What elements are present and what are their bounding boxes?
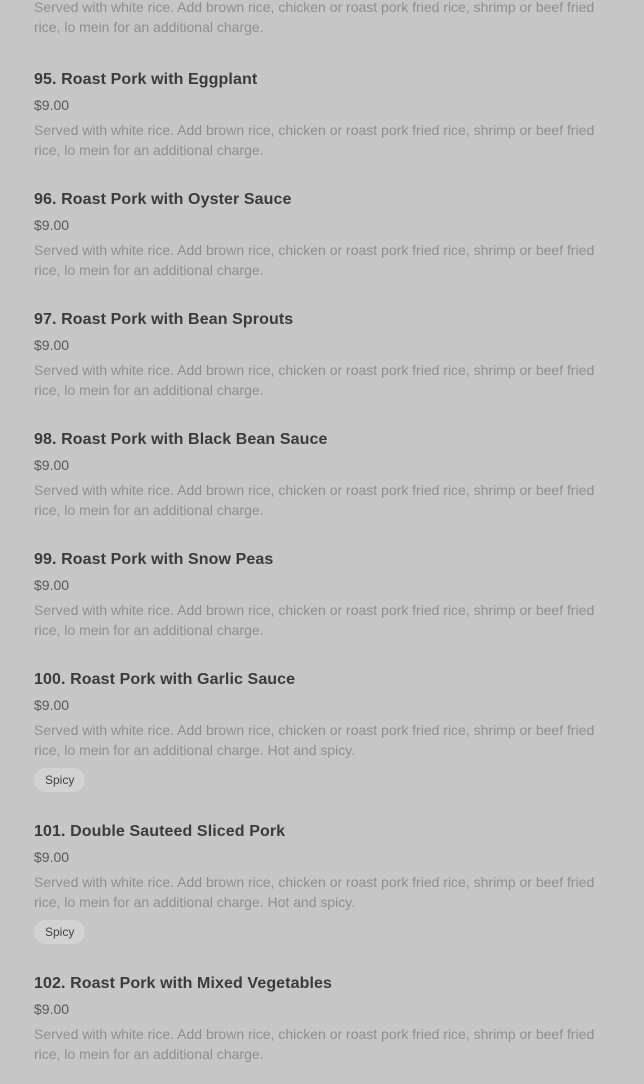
menu-item[interactable] (34, 430, 612, 520)
menu-item[interactable] (34, 310, 612, 400)
menu-item-name: 100. Roast Pork with Garlic Sauce (34, 671, 296, 688)
menu-item-price: $9.00 (34, 337, 70, 353)
menu-item-description: Served with white rice. Add brown rice, chicken or roast pork fried rice, shrimp or beef fried rice, lo mein for an additional charge. (34, 482, 595, 518)
menu-item-price: $9.00 (34, 697, 70, 713)
menu-item[interactable] (34, 70, 612, 160)
menu-item-price: $9.00 (34, 577, 70, 593)
menu-item-description: Served with white rice. Add brown rice, chicken or roast pork fried rice, shrimp or beef fried rice, lo mein for an additional charge. (34, 602, 595, 638)
menu-item-description: Served with white rice. Add brown rice, chicken or roast pork fried rice, shrimp or beef fried rice, lo mein for an additional charge. (34, 242, 595, 278)
menu-item[interactable] (34, 670, 612, 792)
menu-item[interactable] (34, 822, 612, 944)
menu-item[interactable] (34, 190, 612, 280)
menu-item-partial[interactable] (34, 0, 612, 37)
spicy-badge: Spicy (34, 768, 85, 792)
menu-item[interactable] (34, 974, 612, 1064)
menu-item-price: $9.00 (34, 849, 70, 865)
menu-item-description: Served with white rice. Add brown rice, chicken or roast pork fried rice, shrimp or beef fried rice, lo mein for an additional charge. (34, 1026, 595, 1062)
menu-item-description: Served with white rice. Add brown rice, chicken or roast pork fried rice, shrimp or beef fried rice, lo mein for an additional charge. (34, 122, 595, 158)
menu-item[interactable] (34, 550, 612, 640)
menu-item-name: 96. Roast Pork with Oyster Sauce (34, 191, 292, 208)
menu-item-description: Served with white rice. Add brown rice, chicken or roast pork fried rice, shrimp or beef fried rice, lo mein for an additional charge. (34, 362, 595, 398)
menu-item-description: Served with white rice. Add brown rice, chicken or roast pork fried rice, shrimp or beef fried rice, lo mein for an additional charge. Hot and spicy. (34, 874, 595, 910)
menu-item-price: $9.00 (34, 457, 70, 473)
spicy-badge: Spicy (34, 920, 85, 944)
menu-item-price: $9.00 (34, 1001, 70, 1017)
menu-item-description: Served with white rice. Add brown rice, chicken or roast pork fried rice, shrimp or beef fried rice, lo mein for an additional charge. (34, 0, 595, 35)
menu-item-name: 95. Roast Pork with Eggplant (34, 71, 258, 88)
menu-item-price: $9.00 (34, 97, 70, 113)
menu-item-name: 101. Double Sauteed Sliced Pork (34, 823, 286, 840)
menu-item-description: Served with white rice. Add brown rice, chicken or roast pork fried rice, shrimp or beef fried rice, lo mein for an additional charge. Hot and spicy. (34, 722, 595, 758)
menu-item-name: 97. Roast Pork with Bean Sprouts (34, 311, 294, 328)
menu-item-price: $9.00 (34, 217, 70, 233)
menu-item-name: 102. Roast Pork with Mixed Vegetables (34, 975, 333, 992)
menu-item-name: 98. Roast Pork with Black Bean Sauce (34, 431, 328, 448)
menu-item-name: 99. Roast Pork with Snow Peas (34, 551, 274, 568)
